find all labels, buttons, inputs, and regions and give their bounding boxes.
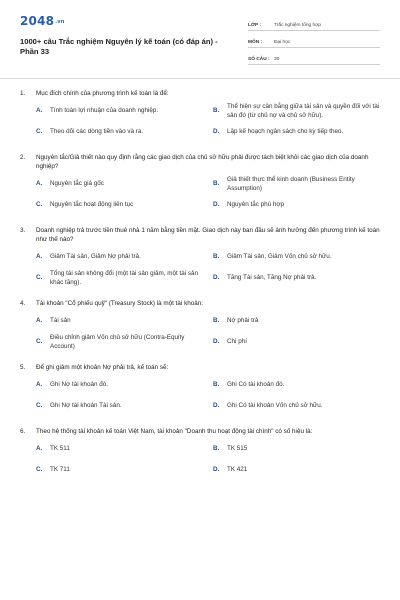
option-letter: D. (213, 201, 220, 209)
option-letter: B. (213, 445, 220, 453)
option-text: Tổng tài sản không đổi (một tài sản giảm, một tài sản khác tăng). (50, 269, 199, 286)
option-list (20, 174, 380, 216)
option-list (20, 101, 380, 143)
logo-suffix: .vn (55, 18, 65, 25)
option-c[interactable] (36, 332, 203, 353)
option-text: Nợ phải trả (227, 317, 259, 325)
option-text: Ghi Có tài khoản đó. (227, 381, 285, 389)
option-text: Ghi Có tài khoản Vốn chủ sở hữu. (227, 402, 323, 410)
meta-info (248, 14, 380, 76)
option-letter: C. (36, 466, 43, 474)
option-text: TK 515 (227, 445, 248, 453)
option-letter: D. (213, 338, 220, 346)
option-b[interactable] (213, 101, 380, 122)
option-letter: B. (213, 381, 220, 389)
question-2 (20, 153, 380, 216)
question-number: 5. (20, 364, 26, 371)
option-text: Ghi Nợ tài khoản đó. (50, 381, 109, 389)
option-letter: D. (213, 274, 220, 282)
option-a[interactable] (36, 311, 203, 332)
option-d[interactable] (213, 460, 380, 481)
question-5 (20, 363, 380, 417)
option-b[interactable] (213, 247, 380, 268)
option-a[interactable] (36, 439, 203, 460)
option-letter: D. (213, 128, 220, 136)
option-text: Giảm Tài sản, Giảm Nợ phải trả. (50, 253, 141, 261)
option-text: Nguyên tắc hoạt động liên tục (50, 201, 134, 209)
question-number: 3. (20, 227, 26, 234)
option-letter: C. (36, 128, 43, 136)
question-number: 2. (20, 154, 26, 161)
question-text: Doanh nghiệp trả trước tiền thuê nhà 1 năm bằng tiền mặt. Giao dịch này ban đầu sẽ ảnh hưởng đến phương trình kế toán như thế nào? (36, 227, 380, 243)
option-c[interactable] (36, 268, 203, 289)
question-text: Tài khoản "Cổ phiếu quỹ" (Treasury Stock) là một tài khoản: (36, 300, 203, 307)
option-letter: A. (36, 445, 43, 453)
option-letter: A. (36, 381, 43, 389)
question-text: Để ghi giảm một khoản Nợ phải trả, kế toán sẽ: (36, 364, 169, 371)
option-letter: C. (36, 338, 43, 346)
option-text: Giảm Tài sản, Giảm Vốn chủ sở hữu. (227, 253, 332, 261)
option-b[interactable] (213, 174, 380, 195)
option-c[interactable] (36, 122, 203, 143)
option-c[interactable] (36, 195, 203, 216)
option-text: TK 511 (50, 445, 70, 453)
option-d[interactable] (213, 268, 380, 289)
option-d[interactable] (213, 122, 380, 143)
option-a[interactable] (36, 375, 203, 396)
option-letter: C. (36, 402, 43, 410)
logo-text: 2048 (20, 14, 55, 28)
option-a[interactable] (36, 101, 203, 122)
question-3 (20, 226, 380, 289)
question-list (20, 89, 380, 481)
option-b[interactable] (213, 311, 380, 332)
option-list (20, 439, 380, 481)
header-left (20, 14, 225, 76)
option-a[interactable] (36, 247, 203, 268)
option-text: TK 711 (50, 466, 70, 474)
meta-row-class (248, 16, 380, 31)
option-letter: C. (36, 274, 43, 282)
option-letter: B. (213, 180, 220, 188)
option-text: Ghi Nợ tài khoản Tài sản. (50, 402, 122, 410)
option-letter: B. (213, 253, 220, 261)
question-text: Mục đích chính của phương trình kế toán là để: (36, 90, 169, 97)
option-list (20, 247, 380, 289)
option-letter: A. (36, 317, 43, 325)
option-d[interactable] (213, 396, 380, 417)
option-letter: D. (213, 466, 220, 474)
option-letter: A. (36, 180, 43, 188)
option-text: Điều chỉnh giảm Vốn chủ sở hữu (Contra-Equity Account) (50, 333, 185, 350)
meta-value: Trắc nghiệm tổng hợp (274, 23, 321, 28)
question-4 (20, 299, 380, 353)
option-text: Tính toán lợi nhuận của doanh nghiệp. (50, 107, 159, 115)
option-list (20, 311, 380, 353)
site-logo[interactable] (20, 14, 225, 28)
option-text: Theo dõi các dòng tiền vào và ra. (50, 128, 144, 136)
header-divider (0, 78, 400, 79)
option-d[interactable] (213, 332, 380, 353)
option-text: Thể hiện sự cân bằng giữa tài sản và quyền đối với tài sản đó (từ chủ nợ và chủ sở hữu). (227, 102, 380, 119)
option-text: Chi phí (227, 338, 247, 346)
question-number: 4. (20, 300, 26, 307)
option-letter: A. (36, 107, 43, 115)
option-b[interactable] (213, 375, 380, 396)
option-text: Nguyên tắc giá gốc (50, 180, 104, 188)
option-letter: A. (36, 253, 43, 261)
meta-row-count (248, 50, 380, 65)
option-b[interactable] (213, 439, 380, 460)
question-text: Theo hệ thống tài khoản kế toán Việt Nam, tài khoản "Doanh thu hoạt động tài chính" có số hiệu là: (36, 428, 313, 435)
option-text: Giả thiết thực thể kinh doanh (Business Entity Assumption) (227, 175, 355, 192)
header (20, 14, 380, 76)
option-letter: B. (213, 107, 220, 115)
meta-value: Đại học (274, 40, 291, 45)
question-text: Nguyên tắc/Giả thiết nào quy định rằng các giao dịch của chủ sở hữu phải được tách biệt khỏi các giao dịch của doanh nghiệp? (36, 154, 369, 170)
question-6 (20, 427, 380, 481)
question-1 (20, 89, 380, 143)
option-text: TK 421 (227, 466, 248, 474)
question-number: 6. (20, 428, 26, 435)
option-list (20, 375, 380, 417)
option-c[interactable] (36, 460, 203, 481)
question-number: 1. (20, 90, 26, 97)
option-a[interactable] (36, 174, 203, 195)
meta-value: 30 (274, 57, 280, 62)
document-title: 1000+ câu Trắc nghiệm Nguyên lý kế toán (có đáp án) - Phần 33 (20, 37, 218, 56)
meta-label: MÔN : (248, 40, 263, 45)
option-text: Nguyên tắc phù hợp (227, 201, 284, 209)
option-text: Lập kế hoạch ngân sách cho kỳ tiếp theo. (227, 128, 344, 136)
meta-label: SỐ CÂU : (248, 57, 270, 62)
option-text: Tài sản (50, 317, 71, 325)
option-letter: B. (213, 317, 220, 325)
option-d[interactable] (213, 195, 380, 216)
option-letter: D. (213, 402, 220, 410)
option-c[interactable] (36, 396, 203, 417)
option-text: Tăng Tài sản, Tăng Nợ phải trả. (227, 274, 317, 282)
option-letter: C. (36, 201, 43, 209)
meta-row-subject (248, 33, 380, 48)
meta-label: LỚP : (248, 23, 262, 28)
